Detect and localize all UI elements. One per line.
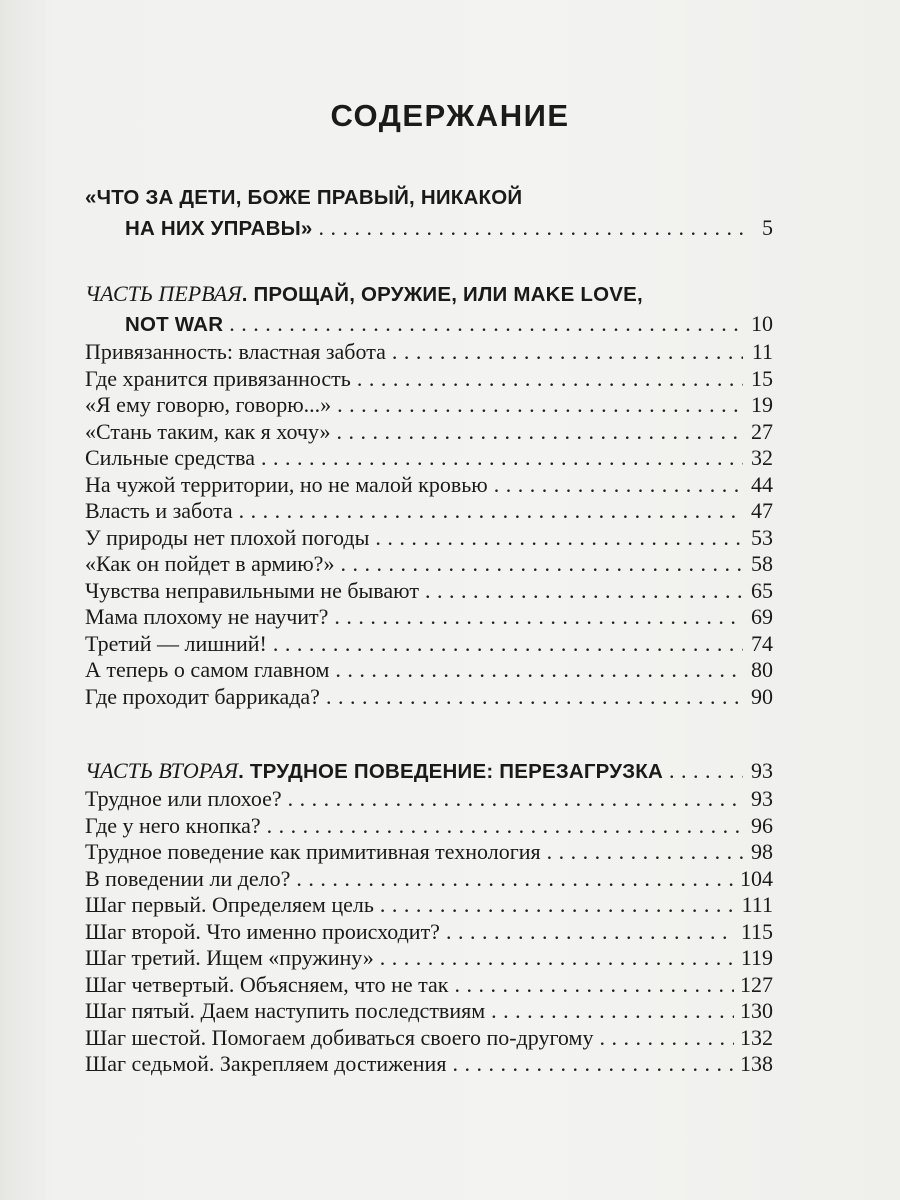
toc-entry[interactable] <box>85 866 773 893</box>
page-number: 74 <box>751 630 773 656</box>
dot-leader <box>392 339 743 366</box>
dot-leader <box>337 392 743 419</box>
chapter-title: Власть и забота <box>85 498 233 523</box>
toc-entry[interactable] <box>85 631 773 658</box>
chapter-title: У природы нет плохой погоды <box>85 524 370 550</box>
dot-leader <box>326 684 743 711</box>
toc-entry[interactable] <box>85 445 773 472</box>
intro-title-line1: «ЧТО ЗА ДЕТИ, БОЖЕ ПРАВЫЙ, НИКАКОЙ <box>85 186 523 209</box>
toc-entry[interactable] <box>85 998 773 1025</box>
chapter-title: Трудное или плохое? <box>85 786 282 811</box>
page-number: 93 <box>751 786 773 811</box>
table-of-contents <box>85 183 773 1078</box>
part1-chapter-list <box>85 339 773 710</box>
dot-leader <box>267 813 743 840</box>
toc-entry-part2[interactable] <box>85 756 773 786</box>
dot-leader <box>446 919 735 946</box>
dot-leader <box>296 866 734 893</box>
toc-entry[interactable] <box>85 813 773 840</box>
part1-prefix: ЧАСТЬ ПЕРВАЯ <box>85 281 242 306</box>
chapter-title: Шаг третий. Ищем «пружину» <box>85 945 374 970</box>
page-title: СОДЕРЖАНИЕ <box>330 98 570 133</box>
toc-entry[interactable] <box>85 684 773 711</box>
part1-title-text: . ПРОЩАЙ, ОРУЖИЕ, ИЛИ MAKE LOVE, <box>241 283 643 306</box>
chapter-title: «Как он пойдет в армию?» <box>85 551 335 576</box>
dot-leader <box>380 945 735 972</box>
page-number: 80 <box>751 657 773 682</box>
chapter-title: А теперь о самом главном <box>85 657 330 682</box>
dot-leader <box>337 419 743 446</box>
dot-leader <box>340 551 743 578</box>
toc-entry[interactable] <box>85 525 773 552</box>
toc-entry[interactable] <box>85 919 773 946</box>
page-number: 111 <box>741 892 773 917</box>
page-number: 115 <box>740 918 773 944</box>
page-number: 138 <box>740 1051 773 1076</box>
toc-entry[interactable] <box>85 657 773 684</box>
dot-leader <box>491 998 734 1025</box>
page-number: 27 <box>751 418 773 444</box>
toc-entry[interactable] <box>85 786 773 813</box>
page-number: 47 <box>751 498 773 523</box>
dot-leader <box>273 631 743 658</box>
part1-title-line1 <box>85 279 773 309</box>
chapter-title: Трудное поведение как примитивная технология <box>85 839 541 864</box>
toc-entry[interactable] <box>85 1025 773 1052</box>
toc-entry[interactable] <box>85 972 773 999</box>
chapter-title: Привязанность: властная забота <box>85 339 386 364</box>
page-number: 132 <box>740 1024 773 1050</box>
chapter-title: Шаг второй. Что именно происходит? <box>85 918 440 944</box>
dot-leader <box>494 472 743 499</box>
chapter-title: На чужой территории, но не малой кровью <box>85 471 488 497</box>
page-number: 10 <box>751 311 773 336</box>
page-number: 65 <box>751 577 773 603</box>
page-number: 58 <box>751 551 773 576</box>
page-number: 5 <box>762 215 773 240</box>
chapter-title: Где у него кнопка? <box>85 812 261 838</box>
chapter-title: Шаг первый. Определяем цель <box>85 892 374 917</box>
part2-prefix: ЧАСТЬ ВТОРАЯ <box>85 758 239 783</box>
chapter-title: Шаг четвертый. Объясняем, что не так <box>85 971 449 997</box>
chapter-title: Третий — лишний! <box>85 630 267 656</box>
page-number: 98 <box>751 839 773 864</box>
dot-leader <box>380 892 736 919</box>
dot-leader <box>318 213 743 243</box>
page-number: 104 <box>740 865 773 891</box>
dot-leader <box>335 657 743 684</box>
dot-leader <box>454 972 734 999</box>
page-number: 53 <box>751 524 773 550</box>
page-number: 130 <box>740 998 773 1023</box>
part2-title <box>85 756 663 787</box>
chapter-title: Чувства неправильными не бывают <box>85 577 419 603</box>
dot-leader <box>229 309 743 339</box>
chapter-title: Сильные средства <box>85 445 255 470</box>
part2-title-text: . ТРУДНОЕ ПОВЕДЕНИЕ: ПЕРЕЗАГРУЗКА <box>238 760 663 783</box>
page-number: 15 <box>751 365 773 391</box>
chapter-title: В поведении ли дело? <box>85 865 291 891</box>
toc-entry[interactable] <box>85 392 773 419</box>
chapter-title: Шаг шестой. Помогаем добиваться своего по-другому <box>85 1024 594 1050</box>
chapter-title: Мама плохому не научит? <box>85 604 329 629</box>
page-number: 44 <box>751 471 773 497</box>
dot-leader <box>357 366 743 393</box>
toc-entry[interactable] <box>85 339 773 366</box>
toc-entry-part1[interactable] <box>85 309 773 339</box>
dot-leader <box>669 756 743 786</box>
toc-entry[interactable] <box>85 366 773 393</box>
dot-leader <box>239 498 743 525</box>
toc-entry[interactable] <box>85 419 773 446</box>
page-number: 119 <box>740 945 773 970</box>
toc-entry[interactable] <box>85 498 773 525</box>
dot-leader <box>334 604 743 631</box>
dot-leader <box>425 578 743 605</box>
intro-title-line2: НА НИХ УПРАВЫ» <box>125 217 313 240</box>
page-number: 90 <box>751 683 773 709</box>
toc-entry[interactable] <box>85 604 773 631</box>
part2-chapter-list <box>85 786 773 1078</box>
chapter-title: Шаг пятый. Даем наступить последствиям <box>85 998 486 1023</box>
dot-leader <box>288 786 743 813</box>
page-number: 96 <box>751 812 773 838</box>
chapter-title: Где хранится привязанность <box>85 365 351 391</box>
dot-leader <box>452 1051 734 1078</box>
toc-entry[interactable] <box>85 945 773 972</box>
chapter-title: «Стань таким, как я хочу» <box>85 418 331 444</box>
toc-entry[interactable] <box>85 578 773 605</box>
toc-entry[interactable] <box>85 1051 773 1078</box>
chapter-title: Где проходит баррикада? <box>85 683 320 709</box>
toc-entry[interactable] <box>85 472 773 499</box>
page-number: 11 <box>751 339 773 364</box>
chapter-title: Шаг седьмой. Закрепляем достижения <box>85 1051 447 1076</box>
dot-leader <box>599 1025 734 1052</box>
dot-leader <box>375 525 743 552</box>
toc-entry-intro[interactable] <box>85 213 773 243</box>
toc-entry[interactable] <box>85 839 773 866</box>
chapter-title: «Я ему говорю, говорю...» <box>85 392 332 417</box>
part1-title-line2: NOT WAR <box>125 313 224 336</box>
page-number: 127 <box>740 971 773 997</box>
toc-entry[interactable] <box>85 551 773 578</box>
page-number: 93 <box>751 758 773 783</box>
dot-leader <box>547 839 743 866</box>
page-number: 69 <box>751 604 773 629</box>
dot-leader <box>261 445 743 472</box>
page-number: 19 <box>751 392 773 417</box>
toc-entry[interactable] <box>85 892 773 919</box>
page-number: 32 <box>751 445 773 470</box>
